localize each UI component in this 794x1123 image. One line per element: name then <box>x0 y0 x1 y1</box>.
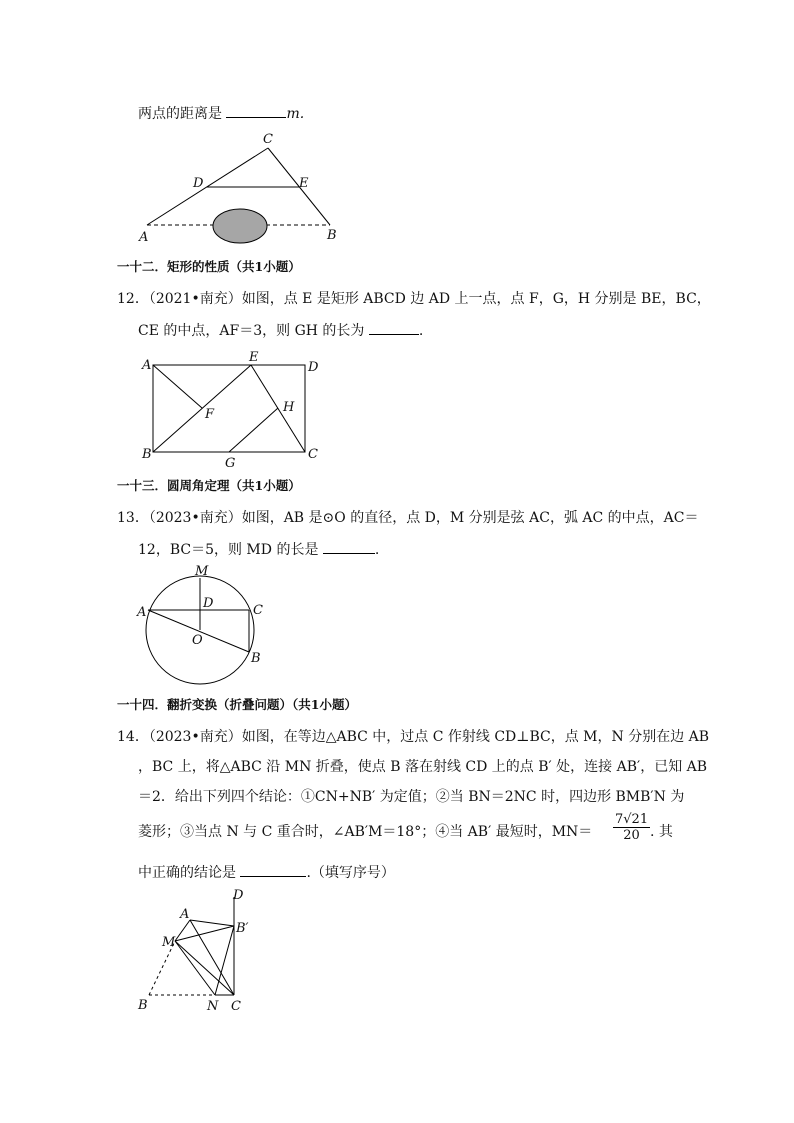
label-d: D <box>308 360 319 375</box>
label-b: B <box>142 447 152 462</box>
label-b-prime: B′ <box>236 921 249 936</box>
label-m: M <box>195 564 209 579</box>
q14-hint: .（填写序号） <box>306 865 395 881</box>
q14-line1: 14．（2023•南充）如图，在等边△ABC 中，过点 C 作射线 CD⊥BC，点 M，N 分别在边 AB <box>117 729 710 745</box>
section-14-title: 一十四．翻折变换（折叠问题）（共1小题） <box>117 697 357 712</box>
q12-line1: 12．（2021•南充）如图，点 E 是矩形 ABCD 边 AD 上一点，点 F，G，H 分别是 BE，BC， <box>117 291 711 307</box>
q14-line4-end: . 其 <box>650 824 673 840</box>
segment-abp <box>190 920 234 926</box>
label-g: G <box>225 456 236 471</box>
fraction-denominator: 20 <box>623 828 640 843</box>
label-n: N <box>207 999 219 1014</box>
label-f: F <box>205 407 215 422</box>
q14-line2: ，BC 上，将△ABC 沿 MN 折叠，使点 B 落在射线 CD 上的点 B′ 处，连接 AB′，已知 AB <box>138 759 708 775</box>
label-d: D <box>203 596 214 611</box>
label-d: D <box>233 888 244 903</box>
label-b: B <box>251 651 261 666</box>
label-a: A <box>180 907 190 922</box>
label-d: D <box>193 176 204 191</box>
q13-period: . <box>374 542 380 558</box>
q13-line1: 13．（2023•南充）如图，AB 是⊙O 的直径，点 D，M 分别是弦 AC，弧 AC 的中点，AC＝ <box>117 510 699 526</box>
section-13-title: 一十三．圆周角定理（共1小题） <box>117 478 301 493</box>
label-c: C <box>308 447 318 462</box>
label-b: B <box>327 228 337 243</box>
label-c: C <box>253 603 263 618</box>
q14-line4-text: 菱形；③当点 N 与 C 重合时，∠AB′M＝18°；④当 AB′ 最短时，MN＝ <box>138 824 593 840</box>
fraction-numerator: 7√21 <box>615 812 649 827</box>
label-a: A <box>142 358 152 373</box>
q11-unit: m. <box>286 106 305 122</box>
q11-text: 两点的距离是 <box>138 106 222 122</box>
q14-text: 中正确的结论是 <box>138 865 236 881</box>
label-c: C <box>231 999 241 1014</box>
q13-text: 12，BC＝5，则 MD 的长是 <box>138 542 319 558</box>
label-a: A <box>137 605 147 620</box>
segment-mc <box>175 941 234 995</box>
q12-period: . <box>418 323 424 339</box>
label-o: O <box>192 633 203 648</box>
segment-mn <box>175 941 215 995</box>
q12-text: CE 的中点，AF＝3，则 GH 的长为 <box>138 323 365 339</box>
label-b: B <box>138 998 148 1013</box>
label-e: E <box>249 350 259 365</box>
label-a: A <box>139 230 149 245</box>
label-m: M <box>162 935 176 950</box>
segment-bpn <box>215 926 234 995</box>
q14-line3: ＝2．给出下列四个结论：①CN+NB′ 为定值；②当 BN＝2NC 时，四边形 BMB′N 为 <box>138 789 685 805</box>
label-h: H <box>283 400 295 415</box>
label-c: C <box>263 132 273 147</box>
label-e: E <box>299 176 309 191</box>
section-12-title: 一十二．矩形的性质（共1小题） <box>117 259 301 274</box>
